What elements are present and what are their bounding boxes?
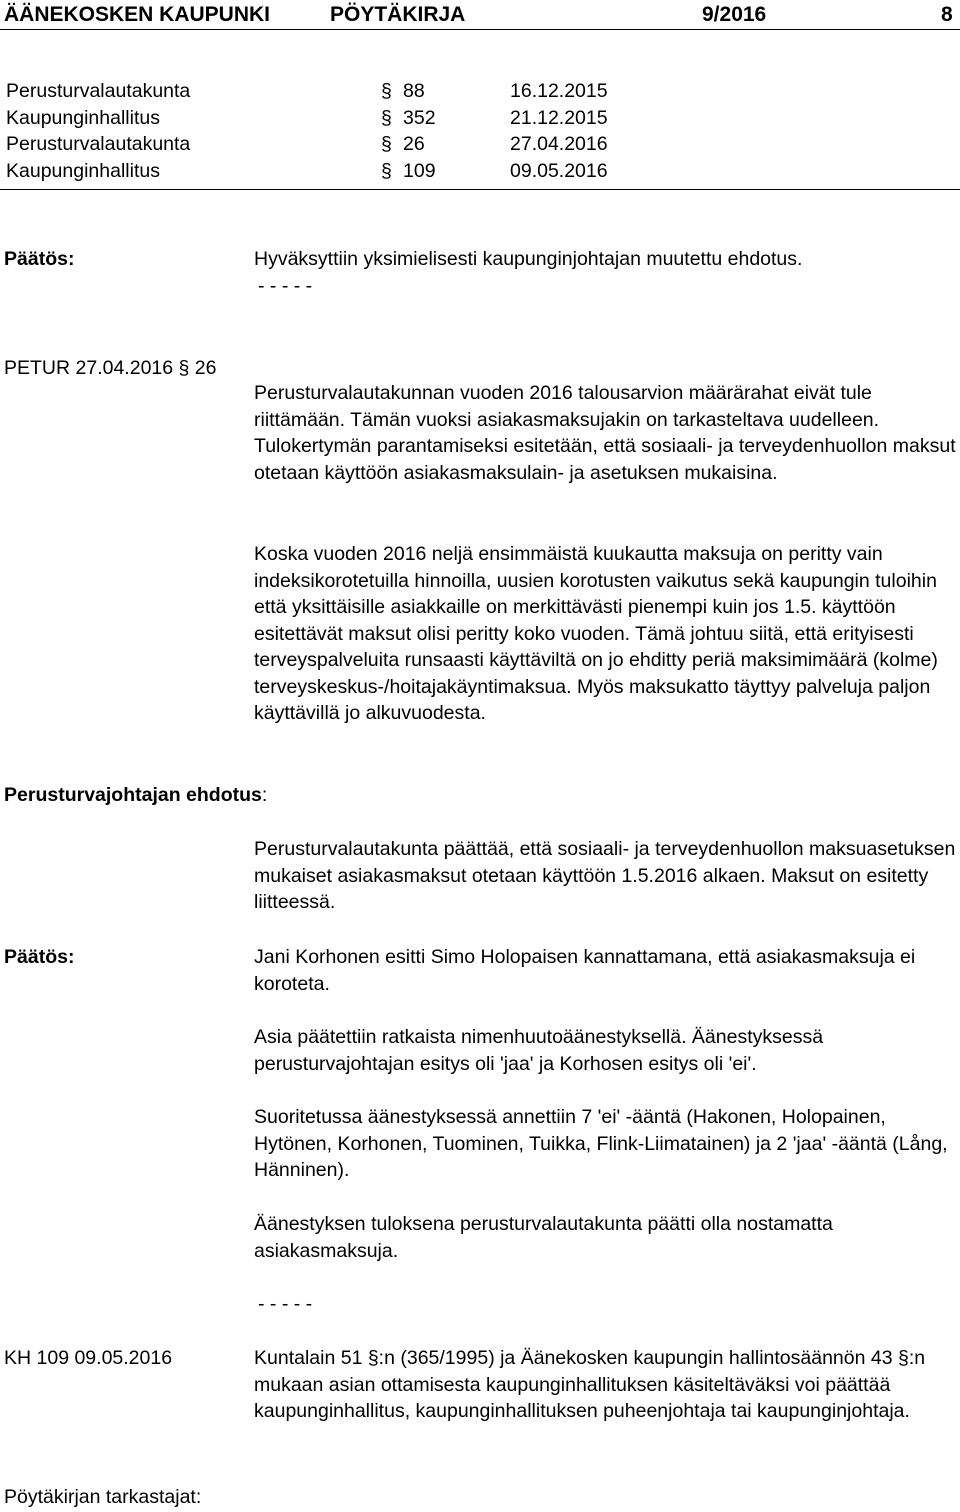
section-symbol: § <box>381 80 392 102</box>
history-number: 26 <box>403 133 425 155</box>
history-body: Perusturvalautakunta <box>6 133 191 155</box>
proposal-label-line <box>4 782 267 809</box>
decision-label: Päätös: <box>4 248 75 270</box>
separator: - - - - - <box>258 275 313 297</box>
decision-paragraph: Jani Korhonen esitti Simo Holopaisen kannattamana, että asiakasmaksuja ei koroteta. <box>254 946 916 995</box>
proposal-text: Perusturvalautakunta päättää, että sosiaali- ja terveydenhuollon maksuasetuksen mukaiset asiakasmaksut otetaan käyttöön 1.5.2016 alkaen. Maksut on esitetty liitteessä. <box>254 838 956 913</box>
proposal-colon: : <box>261 784 268 806</box>
page-header <box>0 0 960 30</box>
section-symbol: § <box>381 159 392 182</box>
separator: - - - - - <box>258 1293 313 1315</box>
history-date: 09.05.2016 <box>510 159 608 182</box>
document-type: PÖYTÄKIRJA <box>330 3 466 26</box>
history-rule <box>0 189 960 190</box>
history-date: 21.12.2015 <box>510 106 608 129</box>
background-paragraph: Koska vuoden 2016 neljä ensimmäistä kuukautta maksuja on peritty vain indeksikorotetuilla hinnoilla, uusien korotusten vaikutus sekä kaupungin tuloihin että yksittäisille asiakkaille on merkittävästi pienempi kuin jos 1.5. käyttöön esitettävät maksut olisi peritty koko vuoden. Tämä johtuu siitä, että erityisesti terveyspalveluita runsaasti käyttäviltä on jo ehditty periä maksimimäärä (kolme) terveyskeskus-/hoitajakäyntimaksua. Myös maksukatto täyttyy palveluja paljon käyttävillä jo alkuvuodesta. <box>254 543 938 724</box>
history-body: Kaupunginhallitus <box>6 106 160 129</box>
history-number: 88 <box>403 80 425 102</box>
organization-name: ÄÄNEKOSKEN KAUPUNKI <box>4 3 271 26</box>
history-body: Perusturvalautakunta <box>6 80 191 102</box>
section-symbol: § <box>381 133 392 155</box>
proposal-label: Perusturvajohtajan ehdotus <box>4 784 262 806</box>
kh-text: Kuntalain 51 §:n (365/1995) ja Äänekosken kaupungin hallintosäännön 43 §:n mukaan asian ottamisesta kaupunginhallituksen käsiteltäväksi voi päättää kaupunginhallitus, kaupunginhallituksen puheenjohtaja tai kaupunginjohtaja. <box>254 1347 926 1422</box>
minutes-checkers-label: Pöytäkirjan tarkastajat: <box>4 1486 202 1508</box>
decision-label: Päätös: <box>4 946 75 968</box>
decision-paragraph: Suoritetussa äänestyksessä annettiin 7 'ei' -ääntä (Hakonen, Holopainen, Hytönen, Korhonen, Tuominen, Tuikka, Flink-Liimatainen) ja 2 'jaa' -ääntä (Lång, Hänninen). <box>254 1106 948 1181</box>
history-body: Kaupunginhallitus <box>6 159 160 182</box>
history-date: 27.04.2016 <box>510 133 608 155</box>
history-number: 352 <box>403 106 436 129</box>
history-date: 16.12.2015 <box>510 80 608 102</box>
decision-text: Hyväksyttiin yksimielisesti kaupunginjohtajan muutettu ehdotus. <box>254 248 803 270</box>
decision-paragraph: Asia päätettiin ratkaista nimenhuutoäänestyksellä. Äänestyksessä perusturvajohtajan esitys oli 'jaa' ja Korhosen esitys oli 'ei'. <box>254 1026 824 1075</box>
issue-number: 9/2016 <box>702 3 767 26</box>
header-rule <box>0 29 960 30</box>
page-number: 8 <box>941 3 953 26</box>
background-paragraph: Perusturvalautakunnan vuoden 2016 talousarvion määrärahat eivät tule riittämään. Tämän vuoksi asiakasmaksujakin on tarkasteltava uudelleen. Tulokertymän parantamiseksi esitetään, että sosiaali- ja terveydenhuollon maksut otetaan käyttöön asiakasmaksulain- ja asetuksen mukaisina. <box>254 382 956 484</box>
meeting-reference: KH 109 09.05.2016 <box>4 1347 173 1369</box>
decision-paragraph: Äänestyksen tuloksena perusturvalautakunta päätti olla nostamatta asiakasmaksuja. <box>254 1213 833 1262</box>
history-number: 109 <box>403 159 436 182</box>
meeting-reference: PETUR 27.04.2016 § 26 <box>4 357 217 379</box>
section-symbol: § <box>381 106 392 129</box>
